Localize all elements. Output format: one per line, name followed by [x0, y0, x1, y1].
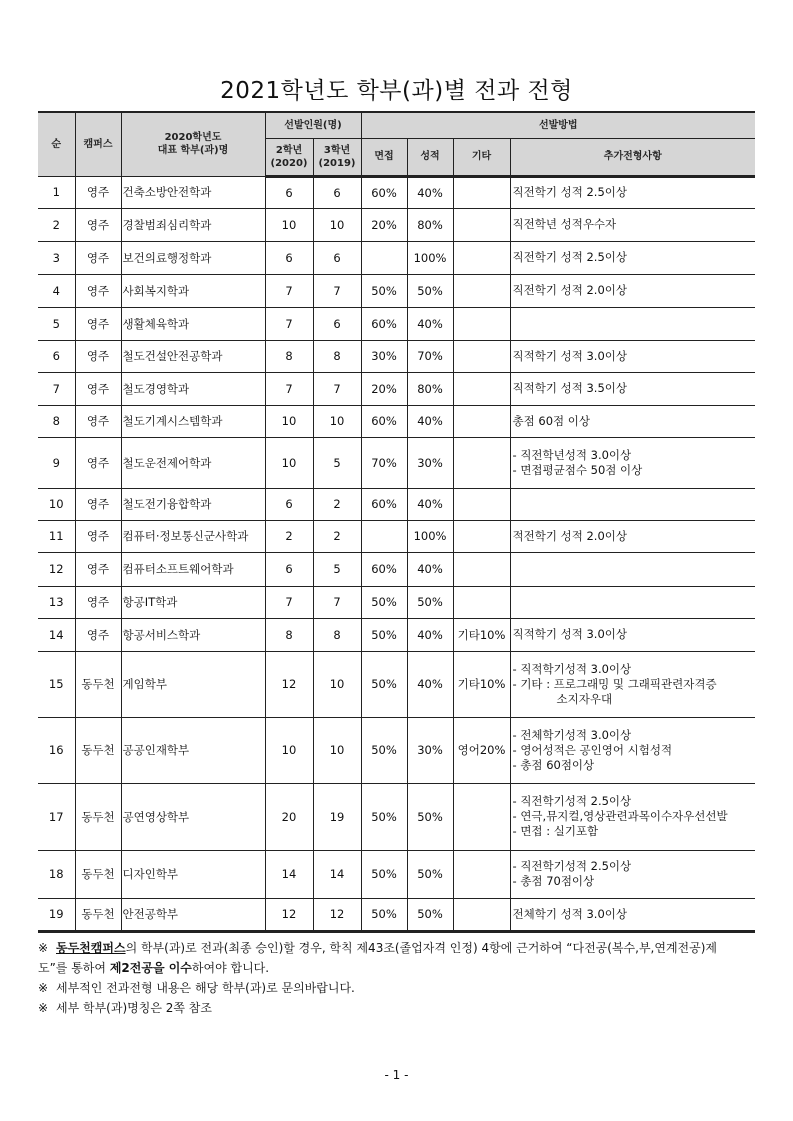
other-ratio-cell	[453, 176, 510, 208]
department-cell: 공연영상학부	[121, 783, 265, 850]
extra-criteria-cell	[510, 437, 755, 488]
grade3-quota-cell: 5	[313, 437, 361, 488]
interview-ratio-cell: 50%	[361, 274, 407, 307]
grade2-quota-cell: 6	[265, 241, 313, 274]
table-row	[38, 488, 755, 520]
header-other: 기타	[453, 138, 510, 176]
grade3-quota-cell: 19	[313, 783, 361, 850]
extra-criteria-line: - 기타 : 프로그래밍 및 그래픽관련자격증	[512, 676, 717, 691]
row-number: 19	[38, 898, 75, 931]
grade3-quota-cell: 14	[313, 850, 361, 898]
other-ratio-cell	[453, 307, 510, 340]
grade2-quota-cell: 10	[265, 208, 313, 241]
department-cell: 항공IT학과	[121, 586, 265, 618]
note-1-bold: 동두천캠퍼스	[56, 941, 126, 955]
other-ratio-cell	[453, 552, 510, 586]
extra-criteria-cell	[510, 307, 755, 340]
grade2-quota-cell: 7	[265, 586, 313, 618]
note-1-cont-a: 도”를 통하여	[38, 961, 110, 975]
grade2-quota-cell: 10	[265, 405, 313, 437]
other-ratio-cell	[453, 437, 510, 488]
extra-criteria-cell	[510, 274, 755, 307]
page-title: 2021학년도 학부(과)별 전과 전형	[220, 78, 573, 104]
interview-ratio-cell: 60%	[361, 405, 407, 437]
other-ratio-cell	[453, 488, 510, 520]
note-1	[38, 938, 758, 958]
note-2	[38, 978, 758, 998]
department-cell: 컴퓨터·정보통신군사학과	[121, 520, 265, 552]
interview-ratio-cell: 50%	[361, 850, 407, 898]
grade3-quota-cell: 10	[313, 651, 361, 717]
grades-ratio-cell: 50%	[407, 850, 453, 898]
extra-criteria-cell	[510, 372, 755, 405]
extra-criteria-line: - 영어성적은 공인영어 시험성적	[512, 742, 673, 757]
other-ratio-cell	[453, 783, 510, 850]
header-campus: 캠퍼스	[75, 112, 121, 176]
grade3-quota-cell: 7	[313, 586, 361, 618]
other-ratio-cell: 영어20%	[453, 717, 510, 783]
grades-ratio-cell: 50%	[407, 783, 453, 850]
grade2-quota-cell: 2	[265, 520, 313, 552]
header-extra: 추가전형사항	[510, 138, 755, 176]
extra-criteria-line: - 직전학기성적 2.5이상	[512, 859, 632, 873]
extra-criteria-cell	[510, 850, 755, 898]
grade3-quota-cell: 7	[313, 274, 361, 307]
extra-criteria-line: 전체학기 성적 3.0이상	[512, 906, 627, 921]
department-cell: 철도건설안전공학과	[121, 340, 265, 372]
row-number: 6	[38, 340, 75, 372]
grade3-quota-cell: 6	[313, 176, 361, 208]
interview-ratio-cell: 50%	[361, 651, 407, 717]
note-1-text: 의 학부(과)로 전과(최종 승인)할 경우, 학칙 제43조(졸업자격 인정) 4항에 근거하여 “다전공(복수,부,연계전공)제	[125, 941, 718, 955]
extra-criteria-cell	[510, 208, 755, 241]
campus-cell: 영주	[75, 274, 121, 307]
grade3-quota-cell: 5	[313, 552, 361, 586]
interview-ratio-cell: 60%	[361, 176, 407, 208]
campus-cell: 동두천	[75, 651, 121, 717]
table-row	[38, 783, 755, 850]
grade3-quota-cell: 8	[313, 618, 361, 651]
header-grade2	[265, 138, 313, 176]
other-ratio-cell: 기타10%	[453, 651, 510, 717]
interview-ratio-cell: 60%	[361, 488, 407, 520]
grades-ratio-cell: 40%	[407, 405, 453, 437]
campus-cell: 동두천	[75, 783, 121, 850]
grade3-quota-cell: 2	[313, 488, 361, 520]
department-cell: 디자인학부	[121, 850, 265, 898]
other-ratio-cell	[453, 405, 510, 437]
extra-criteria-cell	[510, 898, 755, 931]
grades-ratio-cell: 40%	[407, 651, 453, 717]
row-number: 2	[38, 208, 75, 241]
table-row	[38, 651, 755, 717]
grade2-quota-cell: 7	[265, 307, 313, 340]
extra-criteria-cell	[510, 552, 755, 586]
campus-cell: 영주	[75, 340, 121, 372]
note-2-text: 세부적인 전과전형 내용은 해당 학부(과)로 문의바랍니다.	[56, 981, 355, 995]
interview-ratio-cell: 50%	[361, 783, 407, 850]
row-number: 9	[38, 437, 75, 488]
grade3-quota-cell: 12	[313, 898, 361, 931]
extra-criteria-cell	[510, 586, 755, 618]
table-row	[38, 618, 755, 651]
notes	[38, 938, 758, 1018]
grades-ratio-cell: 40%	[407, 488, 453, 520]
extra-criteria-line: 직전학년 성적우수자	[512, 217, 617, 231]
grade3-quota-cell: 10	[313, 405, 361, 437]
note-1-cont-bold: 제2전공을 이수	[109, 961, 192, 975]
campus-cell: 동두천	[75, 850, 121, 898]
row-number: 17	[38, 783, 75, 850]
interview-ratio-cell	[361, 241, 407, 274]
row-number: 16	[38, 717, 75, 783]
extra-criteria-cell	[510, 340, 755, 372]
department-cell: 건축소방안전학과	[121, 176, 265, 208]
header-grade3-line2: (2019)	[318, 157, 356, 169]
header-grade2-line2: (2020)	[270, 157, 308, 169]
header-dept-line2: 대표 학부(과)명	[157, 145, 229, 157]
extra-criteria-line: - 직전학기성적 2.5이상	[512, 794, 632, 808]
header-grade3	[313, 138, 361, 176]
extra-criteria-line: - 면접평균점수 50점 이상	[512, 462, 643, 477]
table-row	[38, 405, 755, 437]
grades-ratio-cell: 50%	[407, 274, 453, 307]
page-number: - 1 -	[384, 1068, 409, 1082]
header-grade2-line1: 2학년	[275, 144, 303, 156]
extra-criteria-line: 직적학기 성적 3.0이상	[512, 627, 627, 641]
table-row	[38, 898, 755, 931]
grade2-quota-cell: 6	[265, 552, 313, 586]
campus-cell: 영주	[75, 488, 121, 520]
header-dept	[121, 112, 265, 176]
extra-criteria-line: - 연극,뮤지컬,영상관련과목이수자우선선발	[512, 809, 728, 823]
grade2-quota-cell: 20	[265, 783, 313, 850]
campus-cell: 동두천	[75, 898, 121, 931]
extra-criteria-line: - 직적학기성적 3.0이상	[512, 661, 632, 676]
extra-criteria-line: 직적학기 성적 3.5이상	[512, 381, 627, 395]
department-cell: 안전공학부	[121, 898, 265, 931]
other-ratio-cell	[453, 520, 510, 552]
header-grades: 성적	[407, 138, 453, 176]
campus-cell: 영주	[75, 241, 121, 274]
row-number: 3	[38, 241, 75, 274]
other-ratio-cell	[453, 898, 510, 931]
campus-cell: 영주	[75, 618, 121, 651]
table-row	[38, 520, 755, 552]
extra-criteria-line: 직적학기 성적 3.0이상	[512, 348, 627, 363]
grades-ratio-cell: 100%	[407, 520, 453, 552]
header-dept-line1: 2020학년도	[164, 132, 222, 144]
extra-criteria-cell	[510, 717, 755, 783]
interview-ratio-cell: 50%	[361, 586, 407, 618]
extra-criteria-line: 소지자우대	[556, 691, 613, 706]
grades-ratio-cell: 40%	[407, 307, 453, 340]
grade2-quota-cell: 14	[265, 850, 313, 898]
interview-ratio-cell: 20%	[361, 208, 407, 241]
interview-ratio-cell	[361, 520, 407, 552]
campus-cell: 영주	[75, 586, 121, 618]
row-number: 15	[38, 651, 75, 717]
extra-criteria-line: 직전학기 성적 2.5이상	[512, 250, 627, 264]
grades-ratio-cell: 40%	[407, 618, 453, 651]
other-ratio-cell: 기타10%	[453, 618, 510, 651]
table-row	[38, 340, 755, 372]
grades-ratio-cell: 50%	[407, 898, 453, 931]
department-cell: 철도기계시스템학과	[121, 405, 265, 437]
interview-ratio-cell: 70%	[361, 437, 407, 488]
grades-ratio-cell: 30%	[407, 717, 453, 783]
note-mark: ※	[38, 981, 49, 995]
row-number: 4	[38, 274, 75, 307]
note-1-cont-b: 하여야 합니다.	[191, 961, 270, 975]
campus-cell: 영주	[75, 520, 121, 552]
department-cell: 게임학부	[121, 651, 265, 717]
other-ratio-cell	[453, 586, 510, 618]
table-row	[38, 717, 755, 783]
grade2-quota-cell: 10	[265, 437, 313, 488]
interview-ratio-cell: 50%	[361, 618, 407, 651]
row-number: 1	[38, 176, 75, 208]
header-grade3-line1: 3학년	[323, 144, 351, 156]
extra-criteria-cell	[510, 520, 755, 552]
grade3-quota-cell: 8	[313, 340, 361, 372]
row-number: 13	[38, 586, 75, 618]
row-number: 8	[38, 405, 75, 437]
department-cell: 보건의료행정학과	[121, 241, 265, 274]
extra-criteria-cell	[510, 405, 755, 437]
grade2-quota-cell: 7	[265, 372, 313, 405]
note-3-text: 세부 학부(과)명칭은 2쪽 참조	[56, 1001, 212, 1015]
department-cell: 생활체육학과	[121, 307, 265, 340]
row-number: 18	[38, 850, 75, 898]
other-ratio-cell	[453, 340, 510, 372]
interview-ratio-cell: 30%	[361, 340, 407, 372]
department-cell: 항공서비스학과	[121, 618, 265, 651]
grade2-quota-cell: 8	[265, 618, 313, 651]
interview-ratio-cell: 60%	[361, 307, 407, 340]
extra-criteria-line: 총점 60점 이상	[512, 413, 591, 428]
interview-ratio-cell: 60%	[361, 552, 407, 586]
interview-ratio-cell: 50%	[361, 898, 407, 931]
row-number: 14	[38, 618, 75, 651]
grade3-quota-cell: 6	[313, 307, 361, 340]
extra-criteria-line: - 직전학년성적 3.0이상	[512, 447, 632, 462]
note-mark: ※	[38, 1001, 49, 1015]
grade2-quota-cell: 12	[265, 651, 313, 717]
grade3-quota-cell: 6	[313, 241, 361, 274]
extra-criteria-line: - 총점 60점이상	[512, 757, 595, 772]
transfer-table	[38, 111, 755, 933]
table-row	[38, 437, 755, 488]
department-cell: 컴퓨터소프트웨어학과	[121, 552, 265, 586]
header-method: 선발방법	[361, 112, 755, 138]
grades-ratio-cell: 40%	[407, 176, 453, 208]
campus-cell: 영주	[75, 437, 121, 488]
campus-cell: 영주	[75, 307, 121, 340]
table-row	[38, 241, 755, 274]
extra-criteria-cell	[510, 783, 755, 850]
table-row	[38, 208, 755, 241]
extra-criteria-line: 직전학기 성적 2.0이상	[512, 283, 627, 297]
extra-criteria-cell	[510, 241, 755, 274]
interview-ratio-cell: 20%	[361, 372, 407, 405]
table-row	[38, 307, 755, 340]
table-row	[38, 850, 755, 898]
header-interview: 면접	[361, 138, 407, 176]
grade2-quota-cell: 10	[265, 717, 313, 783]
grades-ratio-cell: 40%	[407, 552, 453, 586]
row-number: 7	[38, 372, 75, 405]
grade3-quota-cell: 10	[313, 208, 361, 241]
row-number: 11	[38, 520, 75, 552]
grades-ratio-cell: 30%	[407, 437, 453, 488]
table-row	[38, 176, 755, 208]
department-cell: 철도경영학과	[121, 372, 265, 405]
grade3-quota-cell: 2	[313, 520, 361, 552]
note-1-continued	[38, 958, 758, 978]
department-cell: 철도운전제어학과	[121, 437, 265, 488]
extra-criteria-line: - 총점 70점이상	[512, 874, 595, 888]
row-number: 10	[38, 488, 75, 520]
other-ratio-cell	[453, 241, 510, 274]
campus-cell: 영주	[75, 372, 121, 405]
extra-criteria-cell	[510, 488, 755, 520]
note-mark: ※	[38, 941, 49, 955]
grades-ratio-cell: 70%	[407, 340, 453, 372]
grades-ratio-cell: 100%	[407, 241, 453, 274]
grades-ratio-cell: 50%	[407, 586, 453, 618]
grade2-quota-cell: 6	[265, 176, 313, 208]
extra-criteria-line: - 면접 : 실기포함	[512, 824, 599, 838]
table-row	[38, 586, 755, 618]
grade2-quota-cell: 8	[265, 340, 313, 372]
grade3-quota-cell: 7	[313, 372, 361, 405]
extra-criteria-line: 적전학기 성적 2.0이상	[512, 528, 627, 543]
table-row	[38, 552, 755, 586]
table-row	[38, 372, 755, 405]
grades-ratio-cell: 80%	[407, 208, 453, 241]
department-cell: 경찰범죄심리학과	[121, 208, 265, 241]
department-cell: 사회복지학과	[121, 274, 265, 307]
other-ratio-cell	[453, 208, 510, 241]
campus-cell: 동두천	[75, 717, 121, 783]
header-quota: 선발인원(명)	[265, 112, 361, 138]
grade2-quota-cell: 7	[265, 274, 313, 307]
department-cell: 공공인재학부	[121, 717, 265, 783]
extra-criteria-line: 직전학기 성적 2.5이상	[512, 185, 627, 199]
row-number: 12	[38, 552, 75, 586]
campus-cell: 영주	[75, 176, 121, 208]
campus-cell: 영주	[75, 552, 121, 586]
other-ratio-cell	[453, 372, 510, 405]
interview-ratio-cell: 50%	[361, 717, 407, 783]
campus-cell: 영주	[75, 208, 121, 241]
note-3	[38, 998, 758, 1018]
other-ratio-cell	[453, 274, 510, 307]
extra-criteria-cell	[510, 651, 755, 717]
department-cell: 철도전기융합학과	[121, 488, 265, 520]
grades-ratio-cell: 80%	[407, 372, 453, 405]
extra-criteria-cell	[510, 176, 755, 208]
header-no: 순	[38, 112, 75, 176]
grade2-quota-cell: 6	[265, 488, 313, 520]
other-ratio-cell	[453, 850, 510, 898]
row-number: 5	[38, 307, 75, 340]
grade3-quota-cell: 10	[313, 717, 361, 783]
campus-cell: 영주	[75, 405, 121, 437]
grade2-quota-cell: 12	[265, 898, 313, 931]
extra-criteria-cell	[510, 618, 755, 651]
extra-criteria-line: - 전체학기성적 3.0이상	[512, 727, 632, 742]
table-row	[38, 274, 755, 307]
